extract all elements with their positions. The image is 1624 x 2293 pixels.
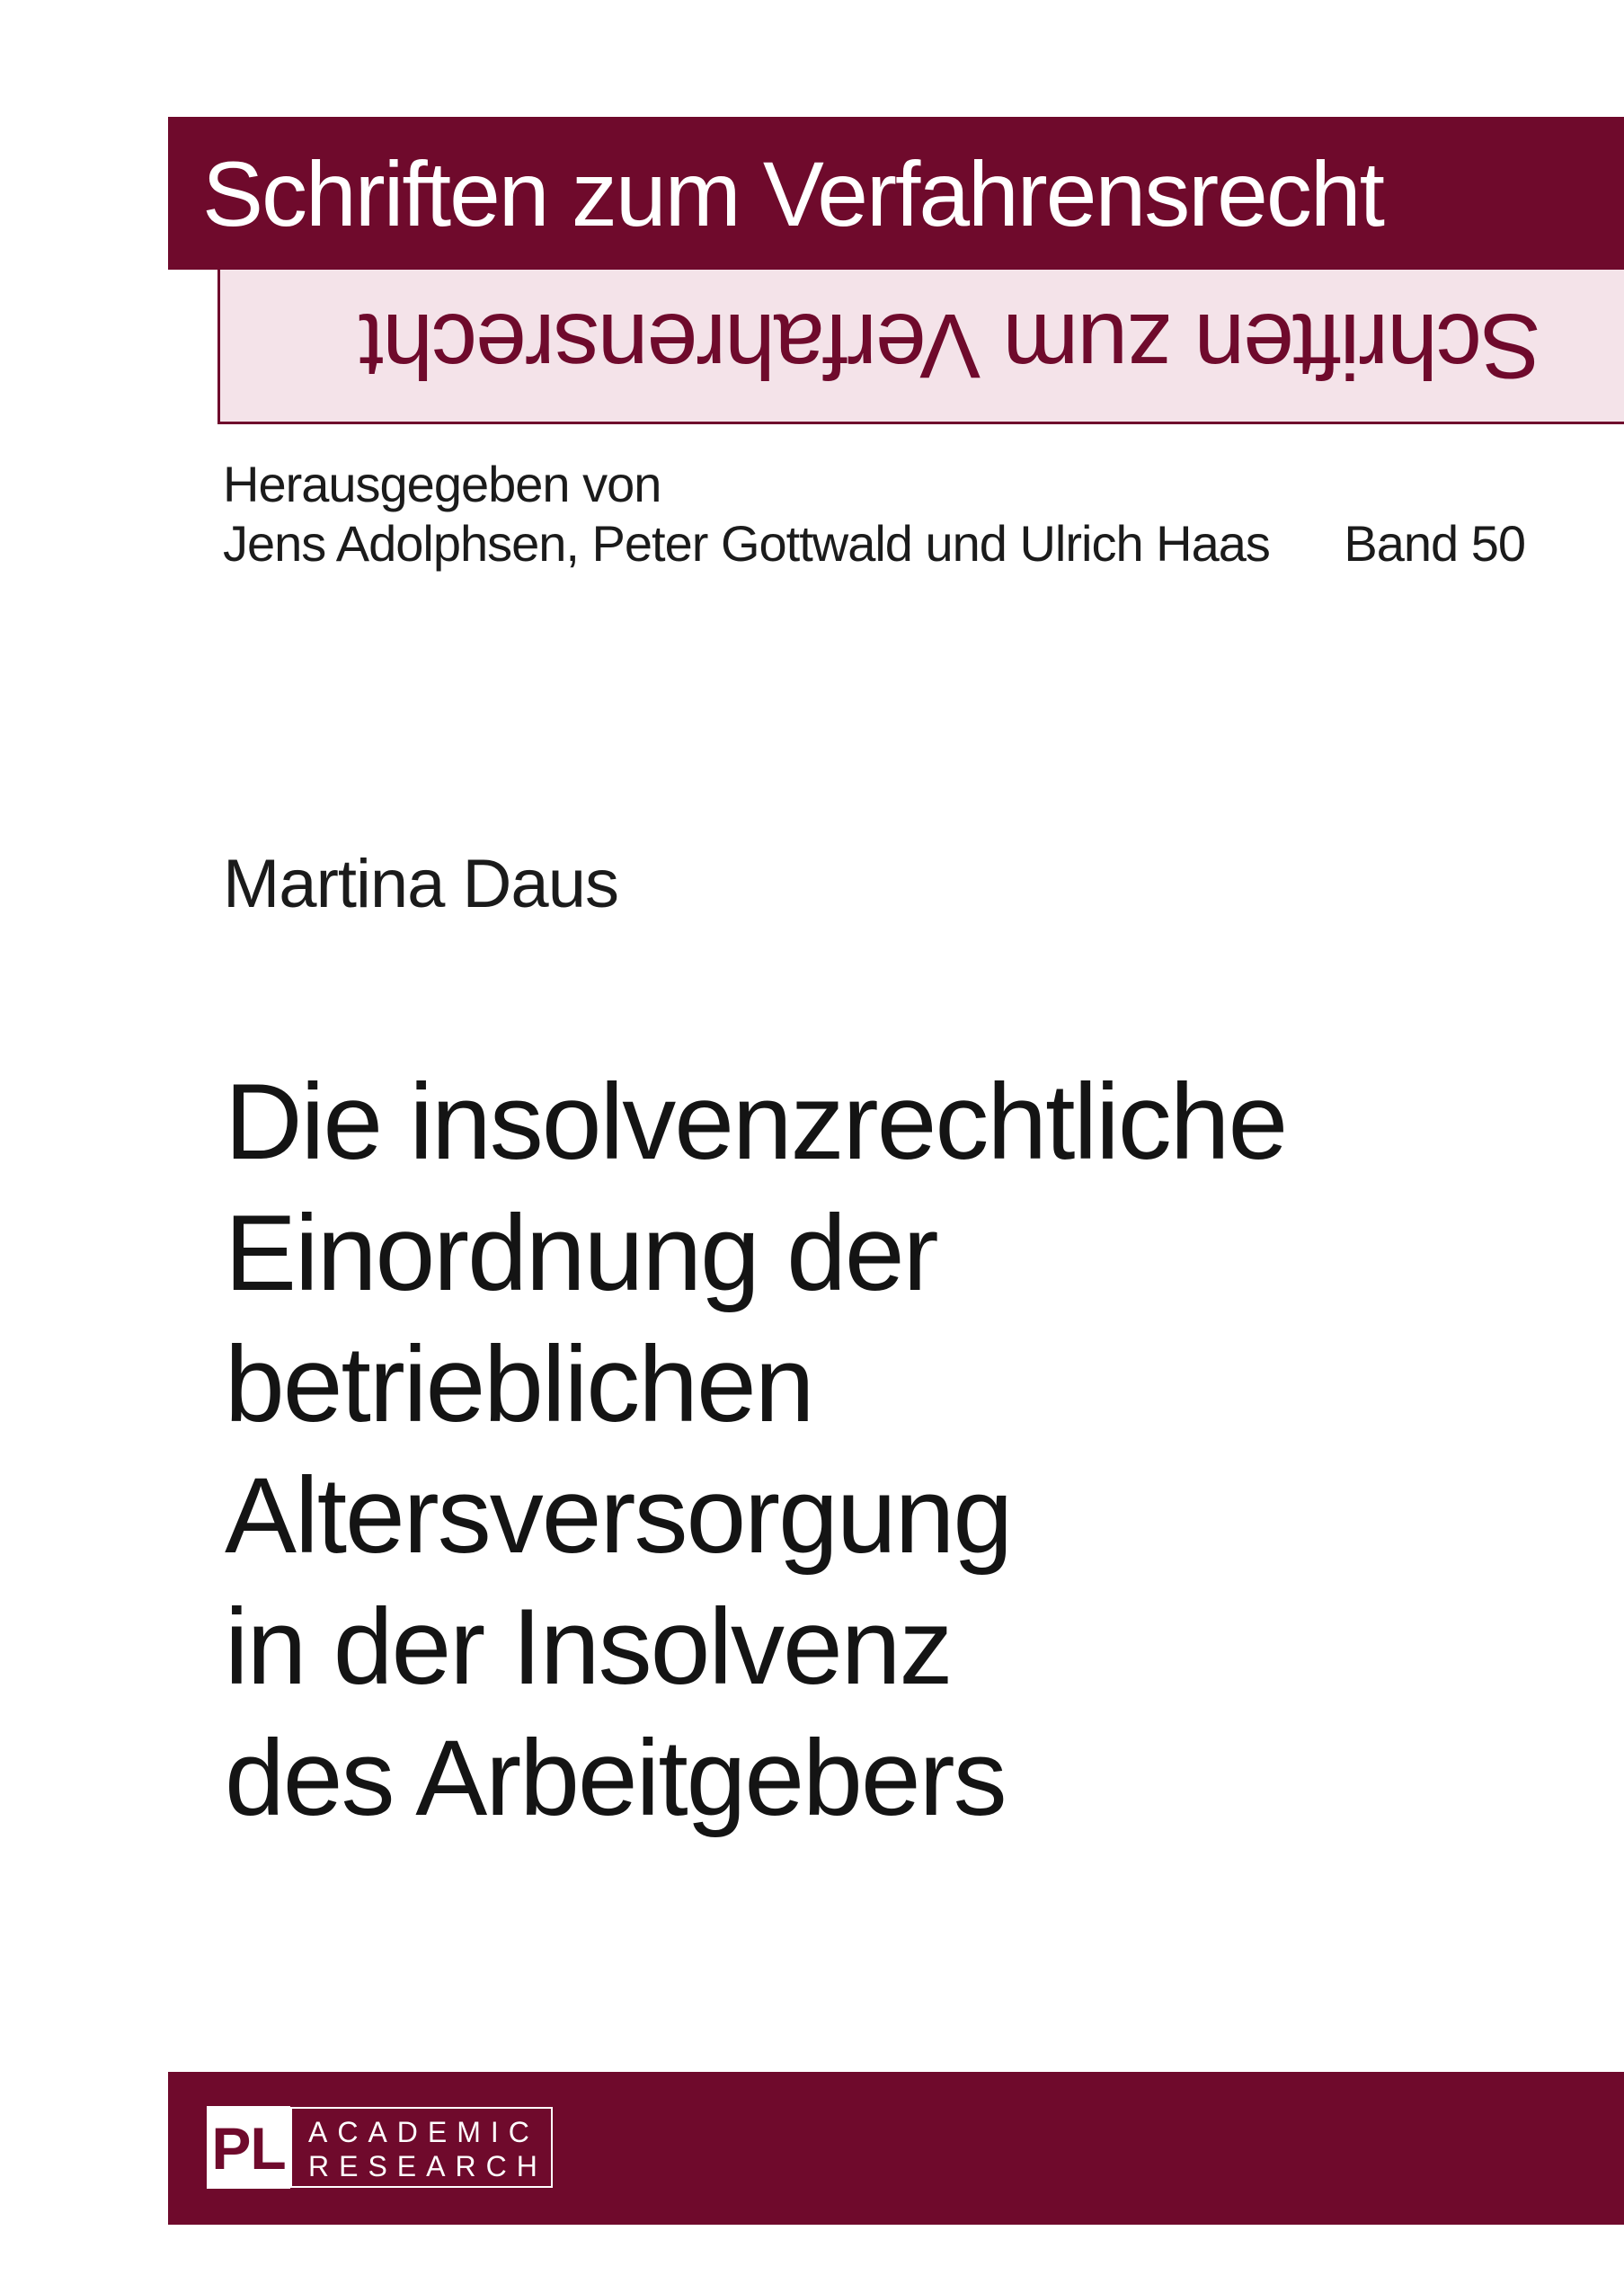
title-line: Altersversorgung	[225, 1455, 1012, 1576]
series-band-mirrored	[217, 270, 1624, 424]
publisher-logo-line-research: RESEARCH	[308, 2150, 547, 2182]
publisher-logo	[207, 2106, 553, 2191]
publisher-logo-text-box	[290, 2107, 553, 2188]
editors-line-1: Herausgegeben von	[223, 456, 661, 512]
author-name: Martina Daus	[223, 846, 618, 922]
band-number: Band 50	[1344, 515, 1525, 572]
title-line: Die insolvenzrechtliche	[225, 1062, 1287, 1182]
title-line: des Arbeitgebers	[225, 1718, 1006, 1838]
pl-monogram-box	[207, 2106, 290, 2189]
editors-line-2: Jens Adolphsen, Peter Gottwald und Ulrich Haas	[223, 515, 1270, 572]
series-band	[168, 117, 1624, 270]
pl-monogram: PL	[211, 2115, 286, 2182]
title-line: betrieblichen	[225, 1324, 813, 1444]
series-title-mirrored: Schriften zum Verfahrensrecht	[360, 295, 1541, 397]
book-title	[225, 1056, 1286, 1844]
publisher-band	[168, 2072, 1624, 2225]
title-line: Einordnung der	[225, 1193, 937, 1313]
series-title: Schriften zum Verfahrensrecht	[202, 142, 1383, 245]
title-line: in der Insolvenz	[225, 1586, 952, 1707]
publisher-logo-line-academic: ACADEMIC	[308, 2116, 539, 2148]
editors-block	[223, 455, 1270, 573]
